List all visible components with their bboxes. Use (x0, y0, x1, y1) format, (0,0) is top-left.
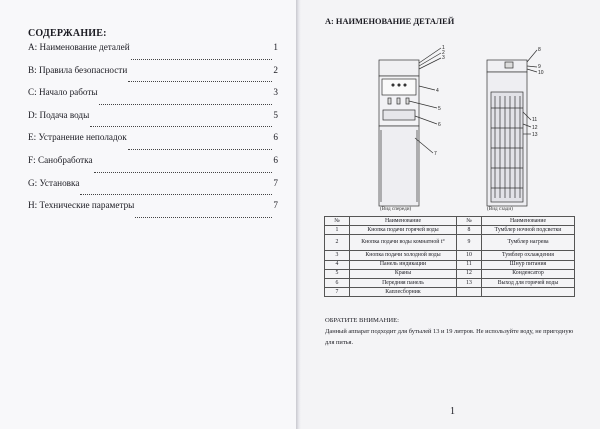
toc-item-page: 1 (273, 42, 278, 52)
callout-1: 1 (442, 45, 445, 51)
toc-leader (90, 126, 272, 127)
toc-leader (80, 194, 272, 195)
toc-item-page: 2 (273, 64, 278, 75)
toc-item-page: 5 (273, 109, 278, 120)
toc-item-label: Н: Технические параметры (28, 200, 135, 211)
table-cell: Каплесборник (350, 288, 457, 297)
table-cell: 5 (325, 269, 350, 278)
table-cell: 8 (457, 226, 482, 235)
callout-3: 3 (442, 55, 445, 61)
table-header-row (325, 217, 575, 226)
callout-6: 6 (438, 122, 441, 128)
back-view-caption: (Вид сзади) (487, 206, 513, 212)
table-cell: Тумблер ночной подсветки (482, 226, 575, 235)
toc-item-label: D: Подача воды (28, 109, 90, 120)
table-cell: 7 (325, 288, 350, 297)
table-cell: Передняя панель (350, 278, 457, 287)
table-row (325, 251, 575, 260)
toc-title: СОДЕРЖАНИЕ: (28, 28, 107, 39)
table-cell: 3 (325, 251, 350, 260)
table-cell: 13 (457, 278, 482, 287)
toc-item-page: 6 (273, 154, 278, 165)
table-cell: 1 (325, 226, 350, 235)
toc-item[interactable] (28, 110, 278, 133)
toc-item[interactable] (28, 155, 278, 178)
table-row (325, 288, 575, 297)
table-cell: Шнур питания (482, 260, 575, 269)
toc-list (28, 42, 278, 223)
toc-item-label: Е: Устранение неполадок (28, 132, 127, 143)
callout-4: 4 (436, 88, 439, 94)
front-view-drawing (379, 48, 441, 206)
section-title: А: НАИМЕНОВАНИЕ ДЕТАЛЕЙ (325, 17, 455, 26)
callout-12: 12 (532, 125, 538, 131)
toc-item[interactable] (28, 178, 278, 201)
page-number: 1 (450, 406, 455, 417)
toc-leader (128, 149, 273, 150)
callout-5: 5 (438, 106, 441, 112)
table-cell: Кнопка подачи воды комнатной t° (350, 235, 457, 251)
note-text: Данный аппарат подходит для бутылей 13 и 19 литров. Не используйте воду, не пригодную для питья. (325, 328, 574, 346)
table-cell: Кнопка подачи горячей воды (350, 226, 457, 235)
table-cell: 6 (325, 278, 350, 287)
callout-11: 11 (532, 117, 538, 123)
toc-leader (99, 104, 273, 105)
note-title: ОБРАТИТЕ ВНИМАНИЕ: (325, 317, 399, 324)
table-cell: Панель индикации (350, 260, 457, 269)
page-gutter (296, 0, 301, 429)
toc-item-page: 3 (273, 87, 278, 98)
front-view-caption: (Вид спереди) (380, 206, 412, 212)
table-cell: 11 (457, 260, 482, 269)
table-cell: Тумблер нагрева (482, 235, 575, 251)
table-cell: 2 (325, 235, 350, 251)
dispenser-figure (335, 38, 575, 214)
toc-item-label: В: Правила безопасности (28, 64, 128, 75)
table-cell: Кнопка подачи холодной воды (350, 251, 457, 260)
toc-item[interactable] (28, 200, 278, 223)
callout-9: 9 (538, 64, 541, 70)
toc-item-page: 7 (273, 200, 278, 211)
toc-item-label: С: Начало работы (28, 87, 98, 98)
toc-item-label: F: Санобработка (28, 154, 93, 165)
table-cell: Тумблер охлаждения (482, 251, 575, 260)
toc-leader (131, 59, 273, 60)
table-row (325, 260, 575, 269)
toc-item[interactable] (28, 87, 278, 110)
table-cell: Конденсатор (482, 269, 575, 278)
header-name-2: Наименование (482, 217, 575, 226)
table-cell (457, 288, 482, 297)
table-cell: 10 (457, 251, 482, 260)
header-name-1: Наименование (350, 217, 457, 226)
table-cell: Выход для горячей воды (482, 278, 575, 287)
dispenser-drawings (335, 38, 575, 214)
toc-item[interactable] (28, 65, 278, 88)
table-cell: 4 (325, 260, 350, 269)
toc-leader (135, 217, 272, 218)
toc-item[interactable] (28, 42, 278, 65)
table-cell: Краны (350, 269, 457, 278)
callout-13: 13 (532, 132, 538, 138)
toc-item-label: G: Установка (28, 177, 80, 188)
parts-table (324, 216, 575, 297)
toc-item-page: 7 (273, 177, 278, 188)
header-num-1: № (325, 217, 350, 226)
toc-leader (128, 81, 272, 82)
header-num-2: № (457, 217, 482, 226)
toc-leader (94, 172, 273, 173)
toc-item-label: А: Наименование деталей (28, 42, 130, 52)
callout-8: 8 (538, 47, 541, 53)
back-view-drawing (487, 50, 537, 206)
toc-item[interactable] (28, 132, 278, 155)
table-row (325, 226, 575, 235)
table-cell (482, 288, 575, 297)
table-row (325, 269, 575, 278)
table-row (325, 235, 575, 251)
toc-item-page: 6 (273, 132, 278, 143)
table-cell: 9 (457, 235, 482, 251)
table-row (325, 278, 575, 287)
callout-2: 2 (442, 50, 445, 56)
callout-7: 7 (434, 151, 437, 157)
callout-10: 10 (538, 70, 544, 76)
table-cell: 12 (457, 269, 482, 278)
